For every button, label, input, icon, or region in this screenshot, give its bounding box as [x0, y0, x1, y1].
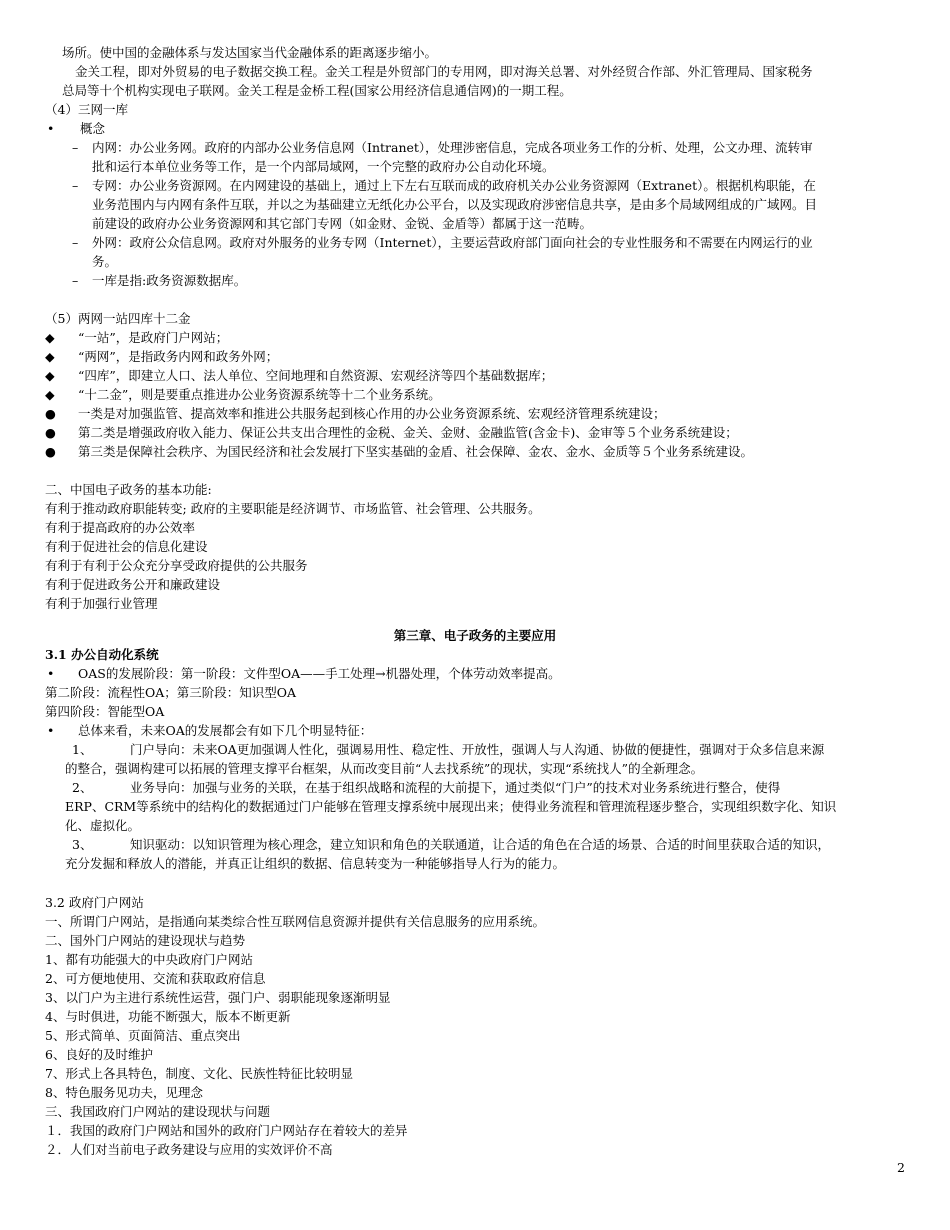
diamond-bullet-icon: ◆: [45, 349, 55, 364]
list-item: 1、都有功能强大的中央政府门户网站: [45, 952, 253, 967]
page-number: 2: [897, 1160, 905, 1175]
text-line: 第四阶段：智能型OA: [45, 704, 165, 719]
list-item-line: 外网：政府公众信息网。政府对外服务的业务专网（Internet），主要运营政府部门面向社会的专业性服务和不需要在内网运行的业: [92, 235, 813, 250]
list-item-line: 批和运行本单位业务等工作，是一个内部局域网，一个完整的政府办公自动化环境。: [92, 159, 555, 174]
list-item: “一站”，是政府门户网站；: [78, 330, 229, 345]
para-line: 金关工程，即对外贸易的电子数据交换工程。金关工程是外贸部门的专用网，即对海关总署、对外经贸合作部、外汇管理局、国家税务: [75, 64, 813, 79]
text-line: 业务导向：加强与业务的关联，在基于组织战略和流程的大前提下，通过类似“门户”的技术对业务系统进行整合，使得: [130, 780, 781, 795]
list-item: 5、形式简单、页面简洁、重点突出: [45, 1028, 241, 1043]
text-line: OAS的发展阶段：第一阶段：文件型OA——手工处理→机器处理，个体劳动效率提高。: [78, 666, 561, 681]
filled-dot-icon: ●: [45, 406, 56, 421]
text-line: 有利于有利于公众充分享受政府提供的公共服务: [45, 558, 308, 573]
diamond-bullet-icon: ◆: [45, 387, 55, 402]
list-item-line: 一库是指:政务资源数据库。: [92, 273, 247, 288]
para-line: 总局等十个机构实现电子联网。金关工程是金桥工程(国家公用经济信息通信网)的一期工程。: [62, 83, 572, 98]
section-heading: 3.2 政府门户网站: [45, 895, 144, 910]
text-line: ERP、CRM等系统中的结构化的数据通过门户能够在管理支撑系统中展现出来；使得业务流程和管理流程逐步整合，实现组织数字化、知识: [65, 799, 837, 814]
text-line: ２．人们对当前电子政务建设与应用的实效评价不高: [45, 1142, 333, 1157]
list-item: “两网”，是指政务内网和政务外网；: [78, 349, 279, 364]
list-item: 3、以门户为主进行系统性运营，强门户、弱职能现象逐渐明显: [45, 990, 391, 1005]
text-line: 充分发掘和释放人的潜能，并真正让组织的数据、信息转变为一种能够指导人行为的能力。: [65, 856, 566, 871]
text-line: 门户导向：未来OA更加强调人性化，强调易用性、稳定性、开放性，强调人与人沟通、协做的便捷性，强调对于众多信息来源: [130, 742, 825, 757]
para-line: 场所。使中国的金融体系与发达国家当代金融体系的距离逐步缩小。: [62, 45, 438, 60]
text-line: １．我国的政府门户网站和国外的政府门户网站存在着较大的差异: [45, 1123, 408, 1138]
list-item: 2、可方便地使用、交流和获取政府信息: [45, 971, 266, 986]
section-heading: 二、中国电子政务的基本功能:: [45, 482, 212, 497]
diamond-bullet-icon: ◆: [45, 368, 55, 383]
bullet-dot-icon: •: [47, 723, 55, 738]
list-item: 第二类是增强政府收入能力、保证公共支出合理性的金税、金关、金财、金融监管(含金卡)、金审等５个业务系统建设；: [78, 425, 738, 440]
list-item: “十二金”，则是要重点推进办公业务资源系统等十二个业务系统。: [78, 387, 441, 402]
list-number: 3、: [72, 837, 93, 852]
chapter-title: 第三章、电子政务的主要应用: [393, 628, 557, 643]
text-line: 有利于推动政府职能转变; 政府的主要职能是经济调节、市场监管、社会管理、公共服务。: [45, 501, 541, 516]
bullet-dot-icon: •: [47, 666, 55, 681]
text-line: 的整合，强调构建可以拓展的管理支撑平台框架，从而改变目前“人去找系统”的现状，实现“系统找人”的全新理念。: [65, 761, 704, 776]
bullet-dot-icon: •: [47, 121, 55, 136]
list-item: 第三类是保障社会秩序、为国民经济和社会发展打下坚实基础的金盾、社会保障、金农、金水、金质等５个业务系统建设。: [78, 444, 754, 459]
dash-icon: –: [72, 178, 79, 193]
text-line: 有利于促进社会的信息化建设: [45, 539, 208, 554]
text-line: 化、虚拟化。: [65, 818, 141, 833]
text-line: 有利于提高政府的办公效率: [45, 520, 196, 535]
text-line: 总体来看，未来OA的发展都会有如下几个明显特征：: [78, 723, 373, 738]
list-item: 一类是对加强监管、提高效率和推进公共服务起到核心作用的办公业务资源系统、宏观经济管理系统建设；: [78, 406, 666, 421]
list-item: 7、形式上各具特色，制度、文化、民族性特征比较明显: [45, 1066, 353, 1081]
text-line: 二、国外门户网站的建设现状与趋势: [45, 933, 246, 948]
list-item-line: 内网：办公业务网。政府的内部办公业务信息网（Intranet），处理涉密信息，完成各项业务工作的分析、处理，公文办理、流转审: [92, 140, 813, 155]
list-number: 2、: [72, 780, 93, 795]
dash-icon: –: [72, 273, 79, 288]
dash-icon: –: [72, 140, 79, 155]
list-item: 4、与时俱进，功能不断强大，版本不断更新: [45, 1009, 291, 1024]
text-line: 一、所谓门户网站，是指通向某类综合性互联网信息资源并提供有关信息服务的应用系统。: [45, 914, 546, 929]
text-line: 有利于促进政务公开和廉政建设: [45, 577, 221, 592]
section-title: 3.1 办公自动化系统: [45, 647, 159, 662]
dash-icon: –: [72, 235, 79, 250]
diamond-bullet-icon: ◆: [45, 330, 55, 345]
text-line: 第二阶段：流程性OA；第三阶段：知识型OA: [45, 685, 297, 700]
filled-dot-icon: ●: [45, 444, 56, 459]
list-item-line: 前建设的政府办公业务资源网和其它部门专网（如金财、金锐、金盾等）都属于这一范畴。: [92, 216, 593, 231]
list-number: 1、: [72, 742, 93, 757]
section-heading: （4）三网一库: [45, 102, 128, 117]
filled-dot-icon: ●: [45, 425, 56, 440]
text-line: 三、我国政府门户网站的建设现状与问题: [45, 1104, 271, 1119]
text-line: 有利于加强行业管理: [45, 596, 158, 611]
list-item: 6、良好的及时维护: [45, 1047, 153, 1062]
list-item-line: 专网：办公业务资源网。在内网建设的基础上，通过上下左右互联而成的政府机关办公业务资源网（Extranet）。根据机构职能，在: [92, 178, 816, 193]
section-heading: （5）两网一站四库十二金: [45, 311, 191, 326]
list-item-line: 业务范围内与内网有条件互联，并以之为基础建立无纸化办公平台，以及实现政府涉密信息共享，是由多个局域网组成的广域网。目: [92, 197, 818, 212]
concept-label: 概念: [80, 121, 106, 136]
list-item: “四库”，即建立人口、法人单位、空间地理和自然资源、宏观经济等四个基础数据库；: [78, 368, 554, 383]
list-item-line: 务。: [92, 254, 118, 269]
text-line: 知识驱动：以知识管理为核心理念，建立知识和角色的关联通道，让合适的角色在合适的场景、合适的时间里获取合适的知识，: [130, 837, 831, 852]
list-item: 8、特色服务见功夫，见理念: [45, 1085, 203, 1100]
